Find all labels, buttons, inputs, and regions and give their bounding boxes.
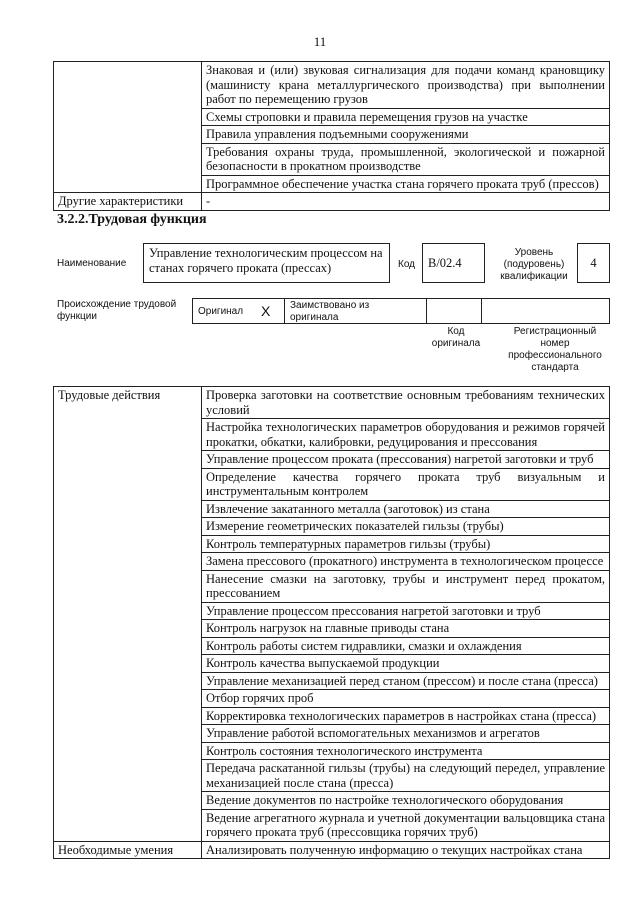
code-label: Код bbox=[398, 259, 416, 270]
labor-actions-label: Трудовые действия bbox=[54, 387, 202, 842]
knowledge-item: Правила управления подъемными сооружениями bbox=[202, 126, 610, 144]
labor-action-item: Ведение документов по настройке технологического оборудования bbox=[202, 792, 610, 810]
knowledge-item: Схемы строповки и правила перемещения грузов на участке bbox=[202, 108, 610, 126]
labor-action-item: Контроль нагрузок на главные приводы стана bbox=[202, 620, 610, 638]
name-label: Наименование bbox=[57, 258, 127, 269]
function-code-box: B/02.4 bbox=[422, 243, 485, 283]
page-number: 11 bbox=[313, 34, 327, 49]
labor-action-item: Управление процессом проката (прессования) нагретой заготовки и труб bbox=[202, 451, 610, 469]
borrowed-label: Заимствовано из оригинала bbox=[290, 300, 370, 323]
knowledge-item: Требования охраны труда, промышленной, экологической и пожарной безопасности в прокатном производстве bbox=[202, 143, 610, 175]
labor-action-item: Управление процессом прессования нагретой заготовки и труб bbox=[202, 602, 610, 620]
other-characteristics-label: Другие характеристики bbox=[54, 193, 202, 211]
labor-action-item: Замена прессового (прокатного) инструмента в технологическом процессе bbox=[202, 553, 610, 571]
labor-action-item: Проверка заготовки на соответствие основным требованиям технических условий bbox=[202, 387, 610, 419]
labor-action-item: Контроль качества выпускаемой продукции bbox=[202, 655, 610, 673]
labor-action-item: Отбор горячих проб bbox=[202, 690, 610, 708]
reg-caption: Регистрационный номер профессионального стандарта bbox=[508, 326, 602, 373]
labor-action-item: Настройка технологических параметров оборудования и режимов горячей прокатки, обкатки, калибровки, редуцирования и прессования bbox=[202, 419, 610, 451]
knowledge-item: Программное обеспечение участка стана горячего проката труб (прессов) bbox=[202, 175, 610, 193]
origin-code-cell bbox=[426, 298, 482, 324]
labor-action-item: Управление работой вспомогательных механизмов и агрегатов bbox=[202, 725, 610, 743]
borrowed-cell bbox=[284, 298, 427, 324]
labor-action-item: Нанесение смазки на заготовку, трубы и инструмент перед прокатом, прессованием bbox=[202, 570, 610, 602]
original-label: Оригинал bbox=[198, 306, 244, 317]
origin-row bbox=[192, 298, 610, 324]
original-mark: X bbox=[261, 303, 271, 319]
labor-action-item: Контроль работы систем гидравлики, смазки и охлаждения bbox=[202, 637, 610, 655]
other-characteristics-value: - bbox=[202, 193, 610, 211]
labor-action-item: Управление механизацией перед станом (прессом) и после стана (пресса) bbox=[202, 672, 610, 690]
skills-label: Необходимые умения bbox=[54, 841, 202, 859]
code-caption: Код оригинала bbox=[431, 326, 481, 349]
labor-action-item: Контроль температурных параметров гильзы (трубы) bbox=[202, 535, 610, 553]
labor-actions-table bbox=[53, 386, 610, 859]
skills-item: Анализировать полученную информацию о текущих настройках стана bbox=[202, 841, 610, 859]
knowledge-table bbox=[53, 61, 610, 211]
function-name-box: Управление технологическим процессом на станах горячего проката (прессах) bbox=[143, 243, 390, 283]
labor-action-item: Корректировка технологических параметров в настройках стана (пресса) bbox=[202, 707, 610, 725]
labor-action-item: Ведение агрегатного журнала и учетной документации вальцовщика стана горячего проката труб (прессовщика горячих труб) bbox=[202, 809, 610, 841]
empty-label-cell bbox=[54, 62, 202, 193]
level-box: 4 bbox=[577, 243, 610, 283]
section-title: 3.2.2.Трудовая функция bbox=[57, 212, 207, 227]
labor-action-item: Контроль состояния технологического инструмента bbox=[202, 742, 610, 760]
labor-action-item: Извлечение закатанного металла (заготовок) из стана bbox=[202, 500, 610, 518]
level-label: Уровень (подуровень) квалификации bbox=[500, 247, 568, 282]
knowledge-item: Знаковая и (или) звуковая сигнализация для подачи команд крановщику (машинисту крана металлургического производства) при выполнении работ по перемещению грузов bbox=[202, 62, 610, 109]
original-cell bbox=[192, 298, 285, 324]
reg-number-cell bbox=[481, 298, 610, 324]
origin-label: Происхождение трудовой функции bbox=[57, 299, 177, 322]
labor-action-item: Измерение геометрических показателей гильзы (трубы) bbox=[202, 518, 610, 536]
labor-action-item: Определение качества горячего проката труб визуальным и инструментальным контролем bbox=[202, 468, 610, 500]
labor-action-item: Передача раскатанной гильзы (трубы) на следующий передел, управление механизацией после стана (пресса) bbox=[202, 760, 610, 792]
